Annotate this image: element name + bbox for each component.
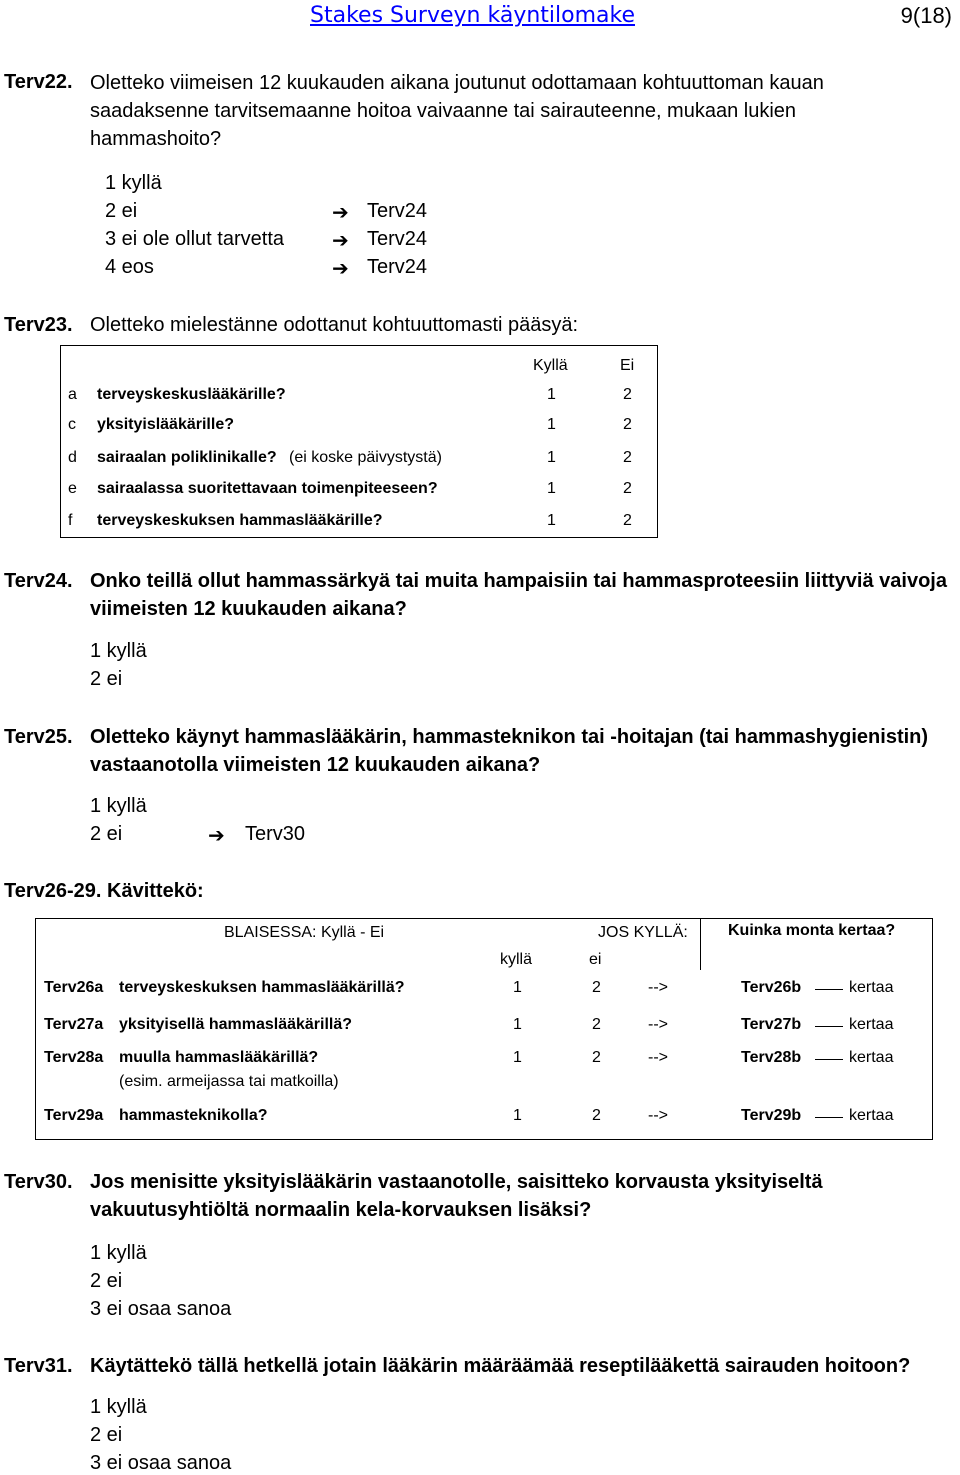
count-blank[interactable]	[815, 989, 843, 990]
arrow-right-icon: ➔	[332, 230, 349, 252]
q27-no[interactable]: 2	[592, 1016, 601, 1033]
table-divider	[700, 918, 701, 970]
q30-option-2[interactable]: 2 ei	[90, 1270, 123, 1292]
q22-goto-2: Terv24	[367, 200, 428, 222]
q26-arrow: -->	[648, 979, 668, 996]
q23-table	[60, 345, 658, 538]
q24-number: Terv24.	[4, 570, 73, 592]
q23-row-c-no[interactable]: 2	[623, 416, 632, 433]
q30-option-3[interactable]: 3 ei osaa sanoa	[90, 1298, 232, 1320]
q23-row-c-yes[interactable]: 1	[547, 416, 556, 433]
q27b-count[interactable]	[807, 1016, 893, 1034]
q23-row-c-text: yksityislääkärille?	[97, 416, 234, 433]
q31-number: Terv31.	[4, 1355, 73, 1377]
q30-option-1[interactable]: 1 kyllä	[90, 1242, 147, 1264]
q23-col-no: Ei	[620, 357, 635, 374]
q29b-count[interactable]	[807, 1107, 893, 1125]
q26-col-yes: kyllä	[500, 951, 533, 968]
q23-row-f-no[interactable]: 2	[623, 512, 632, 529]
q26-text: terveyskeskuksen hammaslääkärillä?	[119, 979, 405, 996]
q28b-unit: kertaa	[849, 1049, 894, 1066]
q29-arrow: -->	[648, 1107, 668, 1124]
q23-row-e-yes[interactable]: 1	[547, 480, 556, 497]
q24-option-2[interactable]: 2 ei	[90, 668, 123, 690]
q24-text: Onko teillä ollut hammassärkyä tai muita hampaisiin tai hammasproteesiin liittyviä vaivoja viimeisten 12 kuukauden aikana?	[90, 570, 947, 620]
q26b-count[interactable]	[807, 979, 893, 997]
q26b-code: Terv26b	[741, 979, 802, 996]
q27-text: yksityisellä hammaslääkärillä?	[119, 1016, 353, 1033]
q30-number: Terv30.	[4, 1171, 73, 1193]
q23-row-d-text: sairaalan poliklinikalle?	[97, 449, 277, 466]
q22-number: Terv22.	[4, 71, 73, 93]
q25-goto-2: Terv30	[245, 823, 306, 845]
q25-text: Oletteko käynyt hammaslääkärin, hammasteknikon tai -hoitajan (tai hammashygienistin) vastaanotolla viimeisten 12 kuukauden aikana?	[90, 726, 929, 776]
q28-subtext: (esim. armeijassa tai matkoilla)	[119, 1073, 339, 1090]
q31-text: Käytättekö tällä hetkellä jotain lääkärin määräämää reseptilääkettä sairauden hoitoon?	[90, 1355, 911, 1377]
q23-row-c-letter: c	[68, 416, 76, 433]
q23-row-e-no[interactable]: 2	[623, 480, 632, 497]
count-blank[interactable]	[815, 1059, 843, 1060]
q27-arrow: -->	[648, 1016, 668, 1033]
q31-option-2[interactable]: 2 ei	[90, 1424, 123, 1446]
q22-option-2[interactable]: 2 ei	[105, 200, 138, 222]
count-blank[interactable]	[815, 1117, 843, 1118]
q23-row-a-yes[interactable]: 1	[547, 386, 556, 403]
q29-text: hammasteknikolla?	[119, 1107, 268, 1124]
page-number: 9(18)	[900, 3, 952, 28]
jos-kylla-label: JOS KYLLÄ:	[598, 924, 688, 941]
q27b-unit: kertaa	[849, 1016, 894, 1033]
q23-row-f-text: terveyskeskuksen hammaslääkärille?	[97, 512, 383, 529]
q26-col-no: ei	[589, 951, 602, 968]
q24-option-1[interactable]: 1 kyllä	[90, 640, 147, 662]
q28-text: muulla hammaslääkärillä?	[119, 1049, 319, 1066]
q29-code: Terv29a	[44, 1107, 104, 1124]
q30-text: Jos menisitte yksityislääkärin vastaanotolle, saisitteko korvausta yksityiseltä vakuutusyhtiöltä normaalin kela-korvauksen lisäksi?	[90, 1171, 823, 1221]
q26-no[interactable]: 2	[592, 979, 601, 996]
q23-col-yes: Kyllä	[533, 357, 568, 374]
q23-row-e-text: sairaalassa suoritettavaan toimenpiteeseen?	[97, 480, 438, 497]
q26-code: Terv26a	[44, 979, 104, 996]
q23-row-d-no[interactable]: 2	[623, 449, 632, 466]
q22-option-4[interactable]: 4 eos	[105, 256, 154, 278]
q29b-unit: kertaa	[849, 1107, 894, 1124]
q28b-count[interactable]	[807, 1049, 893, 1067]
q23-row-a-text: terveyskeskuslääkärille?	[97, 386, 286, 403]
q29-yes[interactable]: 1	[513, 1107, 522, 1124]
q27-yes[interactable]: 1	[513, 1016, 522, 1033]
q23-row-a-no[interactable]: 2	[623, 386, 632, 403]
how-many-times-label: Kuinka monta kertaa?	[728, 922, 896, 939]
q28-code: Terv28a	[44, 1049, 104, 1066]
q27-code: Terv27a	[44, 1016, 104, 1033]
q23-text: Oletteko mielestänne odottanut kohtuuttomasti pääsyä:	[90, 314, 579, 336]
q23-row-d-yes[interactable]: 1	[547, 449, 556, 466]
q23-row-f-letter: f	[68, 512, 73, 529]
q23-row-a-letter: a	[68, 386, 77, 403]
q29b-code: Terv29b	[741, 1107, 802, 1124]
q26-yes[interactable]: 1	[513, 979, 522, 996]
q23-row-e-letter: e	[68, 480, 77, 497]
q26b-unit: kertaa	[849, 979, 894, 996]
q23-row-d-note: (ei koske päivystystä)	[289, 449, 442, 466]
arrow-right-icon: ➔	[332, 258, 349, 280]
q28-yes[interactable]: 1	[513, 1049, 522, 1066]
q22-goto-4: Terv24	[367, 256, 428, 278]
q26-29-heading: Terv26-29. Kävittekö:	[4, 880, 204, 902]
q28-arrow: -->	[648, 1049, 668, 1066]
q27b-code: Terv27b	[741, 1016, 802, 1033]
q23-number: Terv23.	[4, 314, 73, 336]
form-title-link[interactable]: Stakes Surveyn käyntilomake	[310, 3, 635, 28]
q29-no[interactable]: 2	[592, 1107, 601, 1124]
q28b-code: Terv28b	[741, 1049, 802, 1066]
blaise-note: BLAISESSA: Kyllä - Ei	[224, 924, 385, 941]
arrow-right-icon: ➔	[332, 202, 349, 224]
q28-no[interactable]: 2	[592, 1049, 601, 1066]
q22-option-1[interactable]: 1 kyllä	[105, 172, 162, 194]
q25-number: Terv25.	[4, 726, 73, 748]
arrow-right-icon: ➔	[208, 825, 225, 847]
q31-option-1[interactable]: 1 kyllä	[90, 1396, 147, 1418]
q22-option-3[interactable]: 3 ei ole ollut tarvetta	[105, 228, 284, 250]
q23-row-f-yes[interactable]: 1	[547, 512, 556, 529]
q25-option-2[interactable]: 2 ei	[90, 823, 123, 845]
q31-option-3[interactable]: 3 ei osaa sanoa	[90, 1452, 232, 1474]
q23-row-d-letter: d	[68, 449, 77, 466]
q25-option-1[interactable]: 1 kyllä	[90, 795, 147, 817]
q22-goto-3: Terv24	[367, 228, 428, 250]
count-blank[interactable]	[815, 1026, 843, 1027]
q22-text: Oletteko viimeisen 12 kuukauden aikana joutunut odottamaan kohtuuttoman kauan saadaksenne tarvitsemaanne hoitoa vaivaanne tai sairauteenne, mukaan lukien hammashoito?	[90, 72, 824, 150]
